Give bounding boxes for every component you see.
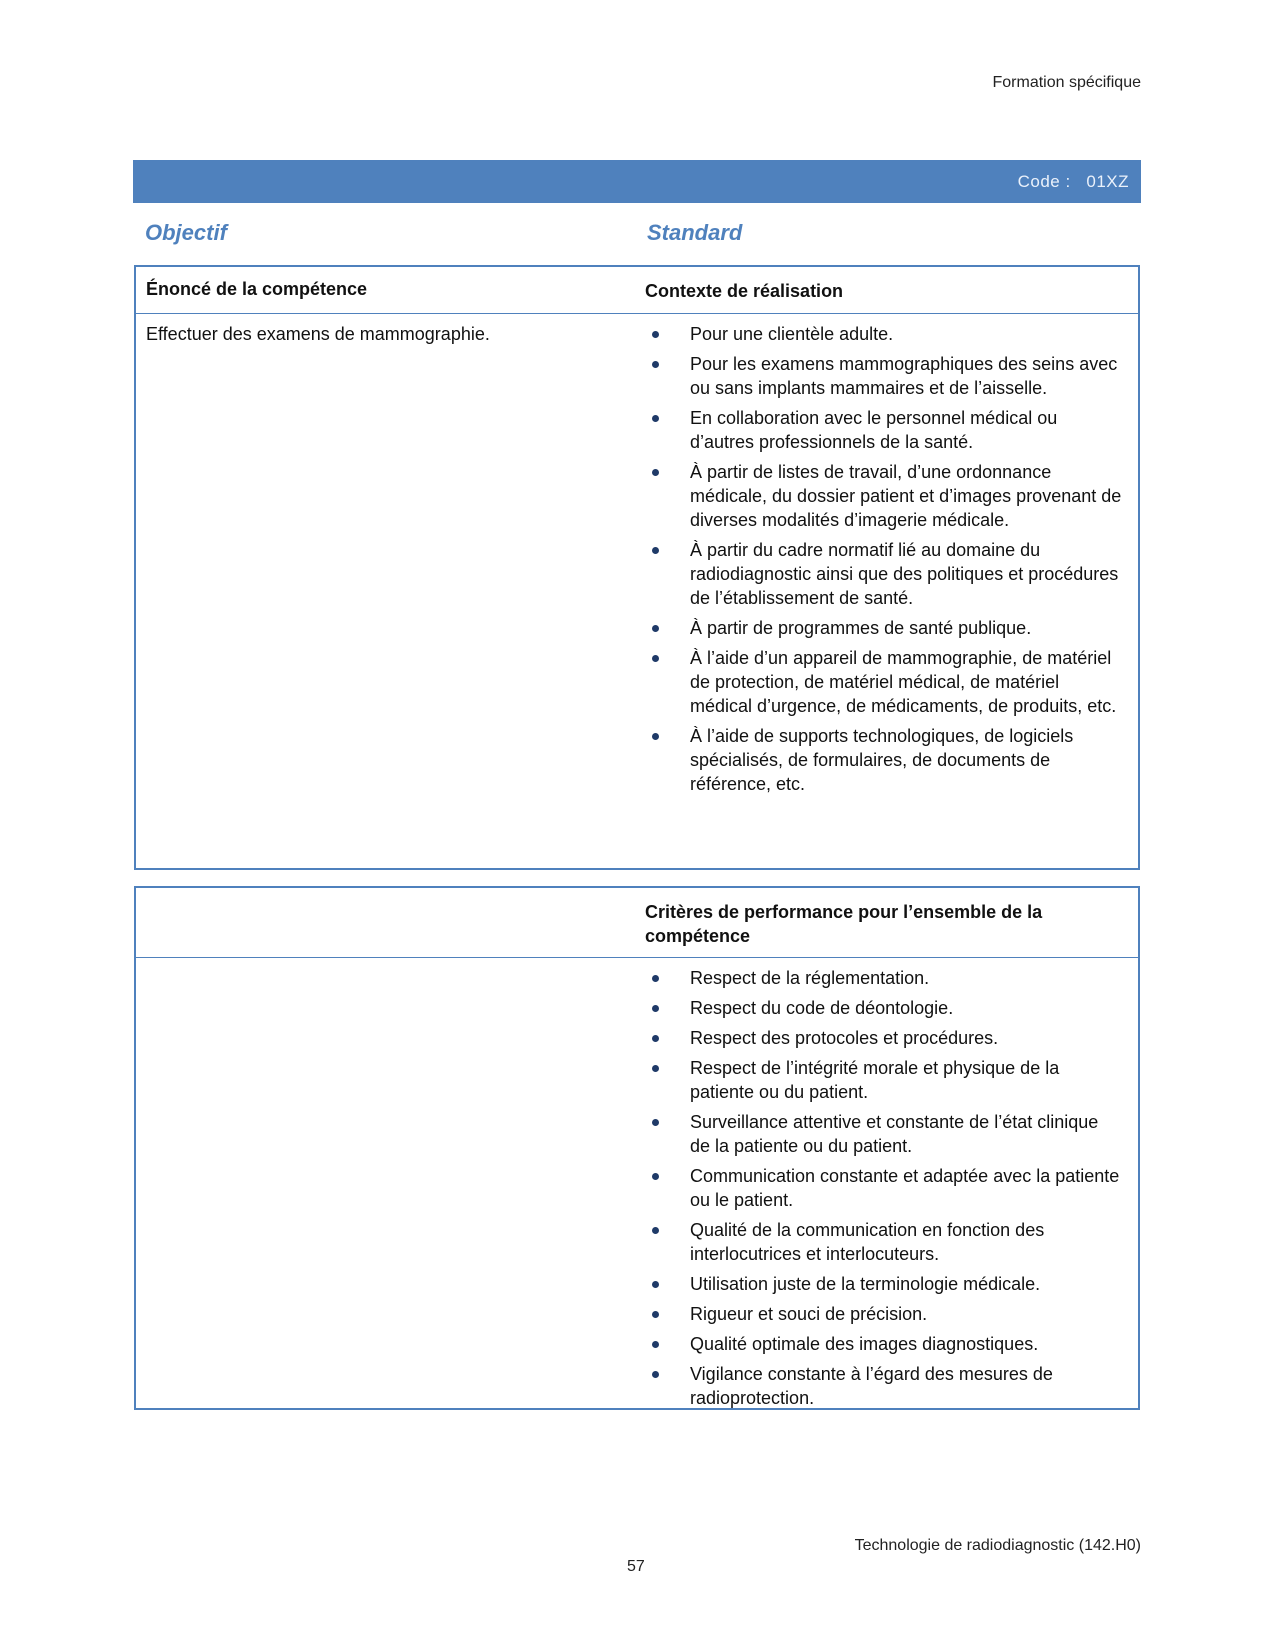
column-titles	[145, 220, 1135, 250]
bullet-icon	[652, 1311, 659, 1318]
bullet-icon	[652, 655, 659, 662]
page-number: 57	[627, 1558, 645, 1575]
bullet-icon	[652, 625, 659, 632]
bullet-icon	[652, 733, 659, 740]
list-item: Rigueur et souci de précision.	[652, 1302, 1122, 1326]
bullet-icon	[652, 1005, 659, 1012]
list-item: Communication constante et adaptée avec la patiente ou le patient.	[652, 1164, 1122, 1212]
bullet-icon	[652, 547, 659, 554]
list-item: Surveillance attentive et constante de l’état clinique de la patiente ou du patient.	[652, 1110, 1122, 1158]
list-item: Utilisation juste de la terminologie médicale.	[652, 1272, 1122, 1296]
bullet-icon	[652, 1119, 659, 1126]
standard-title: Standard	[647, 220, 743, 245]
list-item: Qualité optimale des images diagnostiques.	[652, 1332, 1122, 1356]
list-item: Respect de l’intégrité morale et physique de la patiente ou du patient.	[652, 1056, 1122, 1104]
bullet-icon	[652, 1341, 659, 1348]
bullet-icon	[652, 1173, 659, 1180]
bullet-icon	[652, 1227, 659, 1234]
competence-box	[134, 265, 1140, 870]
bullet-icon	[652, 1035, 659, 1042]
list-item: Pour les examens mammographiques des seins avec ou sans implants mammaires et de l’aisselle.	[652, 352, 1122, 400]
list-item: Vigilance constante à l’égard des mesures de radioprotection.	[652, 1362, 1122, 1410]
criteria-box	[134, 886, 1140, 1410]
bullet-icon	[652, 1281, 659, 1288]
context-list	[652, 322, 1122, 802]
list-item: En collaboration avec le personnel médical ou d’autres professionnels de la santé.	[652, 406, 1122, 454]
bullet-icon	[652, 1065, 659, 1072]
list-item: À partir du cadre normatif lié au domaine du radiodiagnostic ainsi que des politiques et procédures de l’établissement de santé.	[652, 538, 1122, 610]
code-label: Code : 01XZ	[1017, 171, 1129, 191]
criteria-box-header	[136, 888, 1138, 958]
code-bar	[133, 160, 1141, 203]
bullet-icon	[652, 469, 659, 476]
competence-box-header	[136, 267, 1138, 314]
list-item: Respect des protocoles et procédures.	[652, 1026, 1122, 1050]
list-item: À partir de programmes de santé publique.	[652, 616, 1122, 640]
code-value: 01XZ	[1086, 171, 1129, 191]
bullet-icon	[652, 975, 659, 982]
criteria-list	[652, 966, 1122, 1416]
competence-statement: Effectuer des examens de mammographie.	[146, 324, 490, 344]
list-item: Respect du code de déontologie.	[652, 996, 1122, 1020]
list-item: À l’aide de supports technologiques, de logiciels spécialisés, de formulaires, de documents de référence, etc.	[652, 724, 1122, 796]
context-heading: Contexte de réalisation	[645, 281, 844, 301]
bullet-icon	[652, 1371, 659, 1378]
list-item: À l’aide d’un appareil de mammographie, de matériel de protection, de matériel médical, de matériel médical d’urgence, de médicaments, de produits, etc.	[652, 646, 1122, 718]
running-header: Formation spécifique	[992, 74, 1141, 91]
list-item: Qualité de la communication en fonction des interlocutrices et interlocuteurs.	[652, 1218, 1122, 1266]
objectif-title: Objectif	[145, 220, 227, 245]
list-item: Respect de la réglementation.	[652, 966, 1122, 990]
footer-program-title: Technologie de radiodiagnostic (142.H0)	[854, 1537, 1141, 1554]
bullet-icon	[652, 361, 659, 368]
list-item: À partir de listes de travail, d’une ordonnance médicale, du dossier patient et d’images provenant de diverses modalités d’imagerie médicale.	[652, 460, 1122, 532]
competence-statement-heading: Énoncé de la compétence	[146, 279, 368, 299]
bullet-icon	[652, 415, 659, 422]
criteria-heading: Critères de performance pour l’ensemble de la compétence	[645, 902, 1043, 946]
list-item: Pour une clientèle adulte.	[652, 322, 1122, 346]
bullet-icon	[652, 331, 659, 338]
